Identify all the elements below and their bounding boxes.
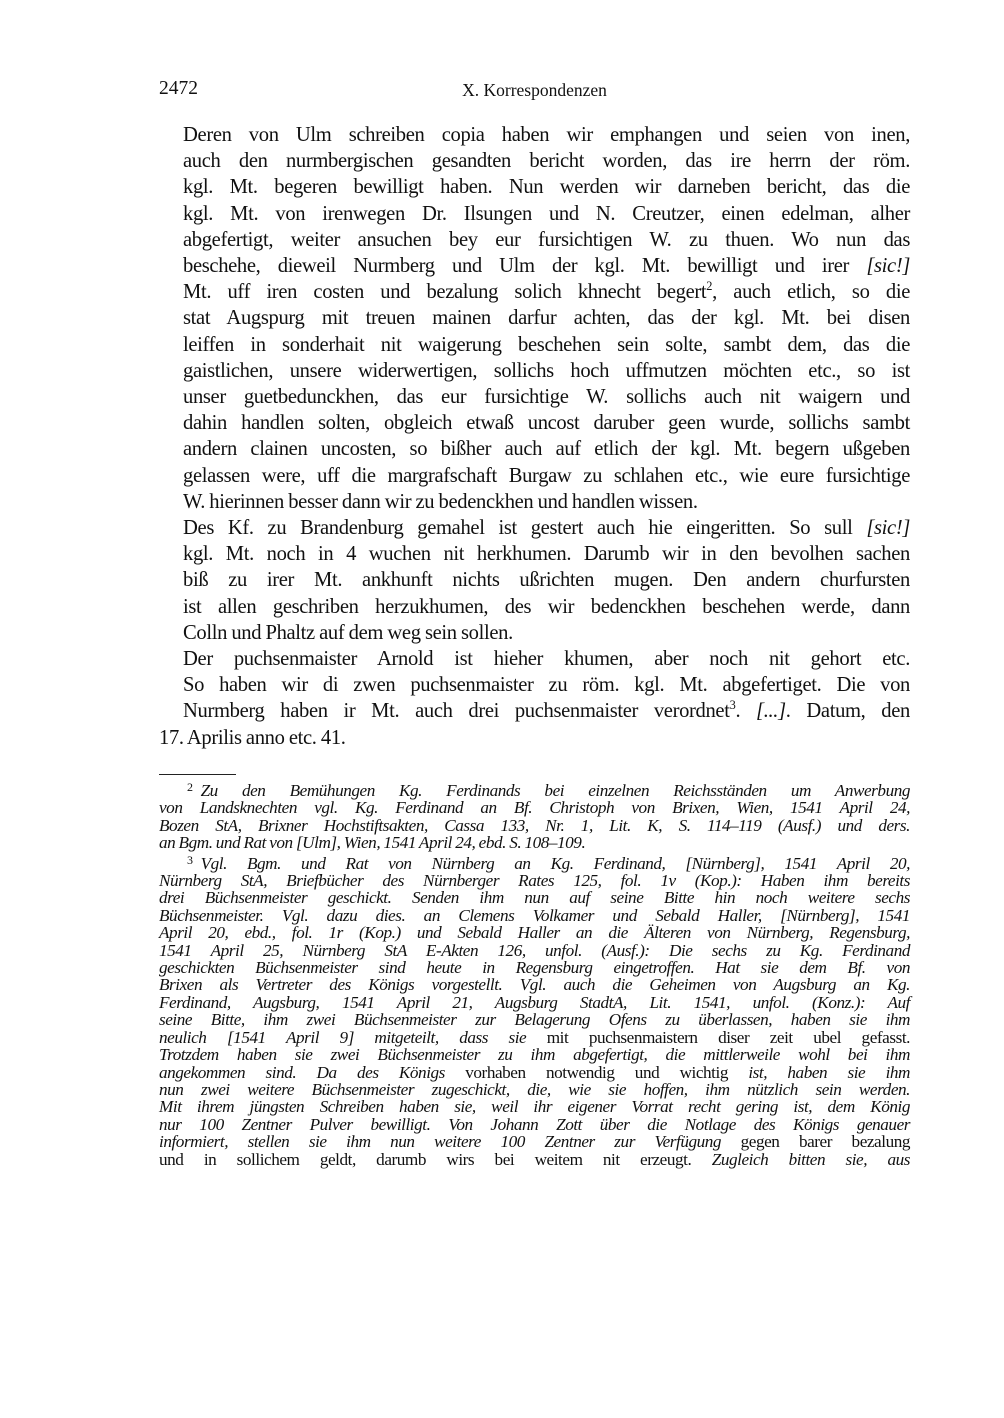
text-segment: , auch etlich, so die [712, 281, 910, 304]
text-line: W. hierinnen besser dann wir zu bedenckhen und handlen wissen. [183, 490, 698, 513]
quoted-source-text: und in sollichem geldt, darumb wirs bei weitem nit erzeugt. [159, 1149, 712, 1169]
quoted-source-text: vorhaben notwendig und wichtig [444, 1062, 749, 1082]
footnote-line [159, 852, 910, 872]
text-segment: Nurmberg haben ir Mt. auch drei puchsenmaister verordnet [183, 700, 730, 723]
footnotes [159, 779, 910, 1168]
page [159, 78, 910, 751]
text-line: stat Augspurg mit treuen mainen darfur achten, das der kgl. Mt. bei disen [183, 307, 910, 330]
footnote-ref-2[interactable]: 2 [706, 279, 713, 294]
text-line: Colln und Phaltz auf dem weg sein sollen. [183, 621, 513, 644]
footnote-ref-3[interactable]: 3 [729, 698, 736, 713]
footnote-line [159, 1133, 910, 1150]
text-line: 17. Aprilis anno etc. 41. [159, 726, 346, 749]
paragraph-3 [159, 646, 910, 751]
text-line: biß zu irer Mt. ankhunft nichts ußrichten mugen. Den andern churfursten [183, 569, 910, 592]
text-segment: Zu den Bemühungen Kg. Ferdinands bei einzelnen Reichsständen um Anwerbung [200, 781, 910, 800]
text-line: Deren von Ulm schreiben copia haben wir emphangen und seien von inen, [183, 124, 910, 146]
text-line: ist allen geschriben herzukhumen, des wir bedenckhen beschehen werde, dann [183, 595, 910, 618]
paragraph-1 [159, 122, 910, 515]
footnote-line: 1541 April 25, Nürnberg StA E-Akten 126, unfol. (Ausf.): Die sechs zu Kg. Ferdinand [159, 940, 910, 960]
text-line: gelassen were, uff die margrafschaft Burgaw zu schlahen etc., wie eure fursichtige [183, 464, 910, 487]
paragraph-2 [159, 515, 910, 646]
text-segment: . [735, 700, 757, 723]
main-text [159, 122, 910, 751]
footnote-line: seine Bitte, ihm zwei Büchsenmeister zur Belagerung Ofens zu überlassen, haben sie ihm [159, 1010, 910, 1030]
footnote-line: Trotzdem haben sie zwei Büchsenmeister zu ihm abgefertigt, die mittlerweile wohl bei ihm [159, 1045, 910, 1065]
page-number: 2472 [159, 78, 198, 99]
footnote-number: 2 [187, 780, 193, 794]
text-segment: angekommen sind. Da des Königs [159, 1062, 445, 1082]
footnote-line: April 20, ebd., fol. 1r (Kop.) und Sebald Haller an die Älteren von Nürnberg, Regensburg, [159, 923, 910, 943]
footnote-line [159, 1029, 910, 1046]
footnote-line: nur 100 Zentner Pulver bewilligt. Von Johann Zott über die Notlage des Königs genauer [159, 1114, 910, 1134]
text-segment: ist, haben sie ihm [748, 1062, 911, 1082]
footnote-line: Nürnberg StA, Briefbücher des Nürnberger Rates 125, fol. 1v (Kop.): Haben ihm bereits [159, 871, 910, 891]
text-line [159, 515, 910, 541]
footnote-2 [159, 779, 910, 852]
text-line: andern clainen uncosten, so bißher auch auf etlich der kgl. Mt. begern ußgeben [183, 438, 910, 461]
text-segment: beschehe, dieweil Nurmberg und Ulm der kgl. Mt. bewilligt und irer [183, 255, 867, 278]
text-segment: Vgl. Bgm. und Rat von Nürnberg an Kg. Ferdinand, [Nürnberg], 1541 April 20, [200, 853, 910, 873]
text-line: abgefertigt, weiter ansuchen bey eur fursichtigen W. zu thuen. Wo nun das [183, 228, 910, 251]
footnote-line: nun zwei weitere Büchsenmeister zugeschickt, die, wie sie hoffen, ihm nützlich sein werden. [159, 1079, 910, 1099]
footnote-line: Brixen als Vertreter des Königs vorgestellt. Vgl. auch die Geheimen von Augsburg an Kg. [159, 975, 910, 995]
editorial-omission: [...] [756, 700, 786, 723]
footnote-line [159, 779, 910, 799]
text-line [159, 279, 910, 305]
editorial-sic: [sic!] [866, 517, 910, 540]
text-line: unser guetbedunckhen, das eur fursichtige W. sollichs auch nit waigern und [183, 386, 910, 409]
text-segment: Zugleich bitten sie, aus [711, 1149, 910, 1169]
text-line: kgl. Mt. begeren bewilligt haben. Nun werden wir darneben bericht, das die [183, 176, 910, 199]
text-line [159, 253, 910, 279]
footnote-line [159, 1064, 910, 1081]
text-segment: neulich [1541 April 9] mitgeteilt, dass sie [159, 1027, 527, 1047]
text-segment: Des Kf. zu Brandenburg gemahel ist gestert auch hie eingeritten. So sull [183, 517, 867, 540]
footnote-separator [159, 774, 236, 775]
footnote-line: an Bgm. und Rat von [Ulm], Wien, 1541 April 24, ebd. S. 108–109. [159, 833, 586, 853]
text-line [159, 698, 910, 724]
text-segment: informiert, stellen sie ihm nun weitere 100 Zentner zur Verfügung [159, 1132, 722, 1152]
text-segment: Mt. uff iren costen und bezalung solich khnecht begert [183, 281, 707, 304]
footnote-line: drei Büchsenmeister geschickt. Senden ihm nun auf seine Bitte hin noch weitere sechs [159, 888, 910, 908]
page-header [159, 78, 910, 108]
quoted-source-text: mit puchsenmaistern diser zeit ubel gefasst. [526, 1027, 910, 1047]
text-line: kgl. Mt. noch in 4 wuchen nit herkhumen. Darumb wir in den bevolhen sachen [183, 543, 910, 566]
footnote-line: Mit ihrem jüngsten Schreiben haben sie, weil ihr eigener Vorrat recht gering ist, dem König [159, 1097, 910, 1117]
text-line: leiffen in sonderhait nit waigerung beschehen sein solte, sambt dem, das die [183, 333, 910, 356]
quoted-source-text: gegen barer bezalung [721, 1132, 910, 1152]
text-line: So haben wir di zwen puchsenmaister zu röm. kgl. Mt. abgefertiget. Die von [183, 674, 910, 697]
text-line: gaistlichen, unsere widerwertigen, sollichs hoch uffmutzen möchten etc., so ist [183, 359, 910, 382]
text-line: dahin handlen solten, obgleich etwaß uncost daruber geen wurde, sollichs sambt [183, 412, 910, 435]
text-line: kgl. Mt. von irenwegen Dr. Ilsungen und N. Creutzer, einen edelman, alher [183, 202, 910, 225]
running-title: X. Korrespondenzen [462, 80, 607, 100]
footnote-line: geschickten Büchsenmeister sind heute in Regensburg eingetroffen. Hat sie dem Bf. von [159, 958, 910, 978]
footnote-3 [159, 852, 910, 1168]
footnote-line: Ferdinand, Augsburg, 1541 April 21, Augsburg StadtA, Lit. 1541, unfol. (Konz.): Auf [159, 992, 910, 1012]
text-line: Der puchsenmaister Arnold ist hieher khumen, aber noch nit gehort etc. [183, 648, 910, 671]
text-line: auch den nurmbergischen gesandten bericht worden, das ire herrn der röm. [183, 150, 910, 173]
footnote-line: von Landsknechten vgl. Kg. Ferdinand an Bf. Christoph von Brixen, Wien, 1541 April 24, [159, 798, 910, 818]
footnote-line [159, 1151, 910, 1168]
text-segment: . Datum, den [785, 700, 910, 723]
editorial-sic: [sic!] [866, 255, 910, 278]
footnote-line: Büchsenmeister. Vgl. dazu dies. an Clemens Volkamer und Sebald Haller, [Nürnberg], 1541 [159, 905, 910, 925]
footnote-line: Bozen StA, Brixner Hochstiftsakten, Cassa 133, Nr. 1, Lit. K, S. 114–119 (Ausf.) und ders. [159, 815, 910, 835]
footnote-number: 3 [187, 852, 193, 867]
